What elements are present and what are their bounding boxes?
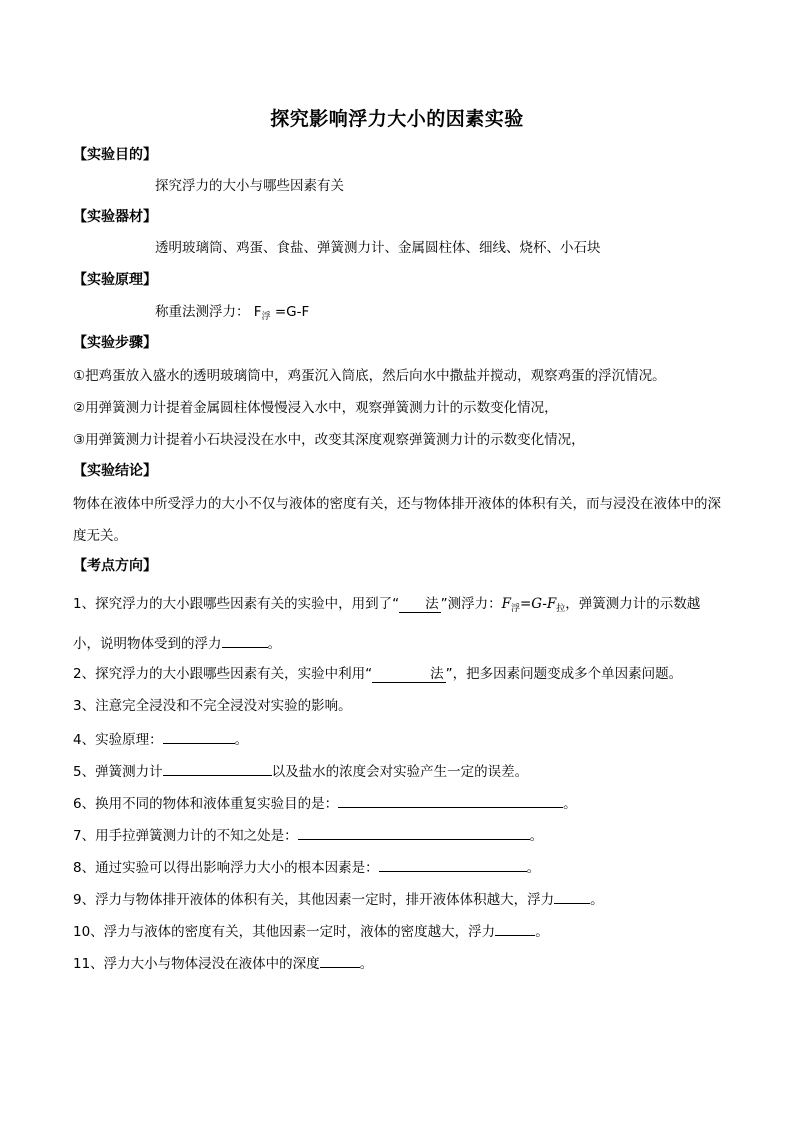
exam-heading: 【考点方向】 bbox=[73, 558, 157, 574]
q1-text-c: ，弹簧测力计的示数越 bbox=[565, 596, 701, 612]
exam-q1-line2 bbox=[73, 633, 281, 654]
q8-text-a: 8、通过实验可以得出影响浮力大小的根本因素是： bbox=[73, 860, 379, 876]
conclusion-text: 物体在液体中所受浮力的大小不仅与液体的密度有关，还与物体排开液体的体积有关，而与浸没在液体中的深度无关。 bbox=[73, 496, 721, 544]
q4-text-a: 4、实验原理： bbox=[73, 732, 163, 748]
principle-prefix: 称重法测浮力： F bbox=[155, 304, 262, 320]
q1-formula bbox=[502, 596, 566, 612]
q10-text-a: 10、浮力与液体的密度有关，其他因素一定时，液体的密度越大，浮力 bbox=[73, 924, 496, 940]
q7-answer-blank[interactable] bbox=[298, 825, 530, 840]
q9-text-b: 。 bbox=[590, 892, 604, 908]
q11-answer-blank[interactable] bbox=[320, 953, 360, 968]
q1-method-blank[interactable]: 法 bbox=[399, 597, 441, 613]
formula-f: F bbox=[501, 596, 511, 612]
formula-sub-pull: 拉 bbox=[556, 604, 566, 614]
step-item: ②用弹簧测力计提着金属圆柱体慢慢浸入水中，观察弹簧测力计的示数变化情况， bbox=[73, 400, 558, 416]
q2-method-blank[interactable]: 法 bbox=[372, 667, 446, 683]
principle-sub: 浮 bbox=[261, 312, 271, 322]
q8-answer-blank[interactable] bbox=[379, 857, 527, 872]
exam-q1-line1 bbox=[73, 594, 700, 619]
exam-q3: 3、注意完全浸没和不完全浸没对实验的影响。 bbox=[73, 698, 352, 714]
exam-q4 bbox=[73, 729, 248, 750]
q7-text-a: 7、用手拉弹簧测力计的不知之处是： bbox=[73, 828, 298, 844]
q9-text-a: 9、浮力与物体排开液体的体积有关，其他因素一定时，排开液体体积越大，浮力 bbox=[73, 892, 555, 908]
purpose-text: 探究浮力的大小与哪些因素有关 bbox=[155, 178, 344, 194]
equipment-heading: 【实验器材】 bbox=[73, 209, 157, 225]
principle-text bbox=[155, 302, 309, 327]
q9-answer-blank[interactable] bbox=[554, 889, 590, 904]
q7-text-b: 。 bbox=[529, 828, 544, 844]
q4-answer-blank[interactable] bbox=[163, 729, 235, 744]
principle-suffix: =G-F bbox=[270, 304, 310, 320]
q5-text-b: 以及盐水的浓度会对实验产生一定的误差。 bbox=[271, 764, 529, 780]
q6-text-a: 6、换用不同的物体和液体重复实验目的是： bbox=[73, 796, 339, 812]
step-item: ③用弹簧测力计提着小石块浸没在水中，改变其深度观察弹簧测力计的示数变化情况， bbox=[73, 432, 585, 448]
exam-q2 bbox=[73, 664, 682, 684]
q11-text-a: 11、浮力大小与物体浸没在液体中的深度 bbox=[73, 956, 320, 972]
q1-text-d: 小，说明物体受到的浮力 bbox=[73, 636, 222, 652]
q4-text-b: 。 bbox=[234, 732, 249, 748]
exam-q8 bbox=[73, 857, 540, 878]
q11-text-b: 。 bbox=[359, 956, 374, 972]
exam-q6 bbox=[73, 793, 577, 814]
q10-answer-blank[interactable] bbox=[495, 921, 535, 936]
purpose-heading: 【实验目的】 bbox=[73, 147, 157, 163]
principle-heading: 【实验原理】 bbox=[73, 272, 157, 288]
q2-text-b: ”，把多因素问题变成多个单因素问题。 bbox=[445, 666, 683, 682]
formula-sub-buoyancy: 浮 bbox=[510, 604, 520, 614]
q1-answer-blank[interactable] bbox=[222, 633, 268, 648]
q2-text-a: 2、探究浮力的大小跟哪些因素有关，实验中利用“ bbox=[73, 666, 373, 682]
q5-text-a: 5、弹簧测力计 bbox=[73, 764, 163, 780]
q5-answer-blank[interactable] bbox=[163, 761, 272, 776]
step-item: ①把鸡蛋放入盛水的透明玻璃筒中，鸡蛋沉入筒底，然后向水中撒盐并搅动，观察鸡蛋的浮沉情况。 bbox=[73, 368, 666, 384]
q10-text-b: 。 bbox=[535, 924, 549, 940]
exam-q5 bbox=[73, 761, 528, 782]
formula-mid: =G-F bbox=[519, 596, 557, 612]
q6-answer-blank[interactable] bbox=[338, 793, 563, 808]
exam-q7 bbox=[73, 825, 543, 846]
q1-text-e: 。 bbox=[267, 636, 281, 652]
q8-text-b: 。 bbox=[526, 860, 541, 876]
steps-heading: 【实验步骤】 bbox=[73, 335, 157, 351]
q1-text-b: ”测浮力： bbox=[440, 596, 502, 612]
exam-q11 bbox=[73, 953, 373, 974]
q6-text-b: 。 bbox=[563, 796, 577, 812]
exam-q9 bbox=[73, 889, 604, 910]
conclusion-heading: 【实验结论】 bbox=[73, 463, 157, 479]
q1-text-a: 1、探究浮力的大小跟哪些因素有关的实验中，用到了“ bbox=[73, 596, 400, 612]
page-title: 探究影响浮力大小的因素实验 bbox=[270, 108, 524, 130]
exam-q10 bbox=[73, 921, 549, 942]
equipment-text: 透明玻璃筒、鸡蛋、食盐、弹簧测力计、金属圆柱体、细线、烧杯、小石块 bbox=[155, 240, 601, 256]
